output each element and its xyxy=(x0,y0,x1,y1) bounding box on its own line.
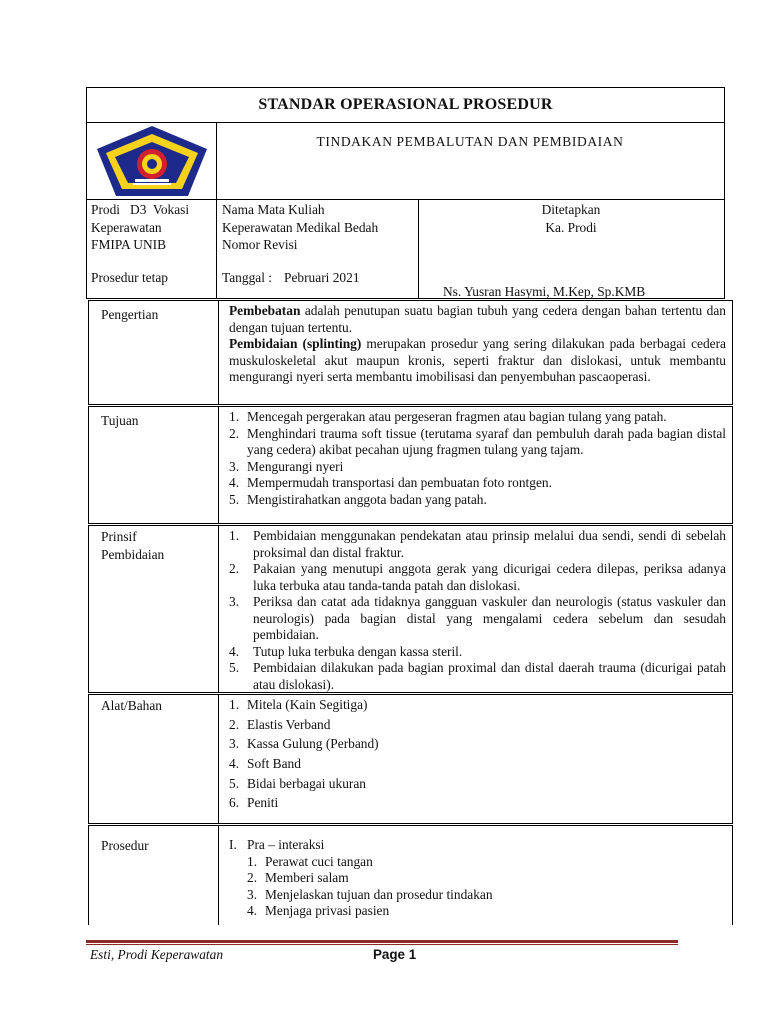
list-text: Mengistirahatkan anggota badan yang patah. xyxy=(247,491,487,507)
pembidaian-term: Pembidaian (splinting) xyxy=(229,336,362,351)
list-text: Menjelaskan tujuan dan prosedur tindakan xyxy=(265,886,493,902)
list-number: 3. xyxy=(229,458,240,474)
university-logo-icon xyxy=(93,124,211,198)
mata-kuliah-line: Keperawatan Medikal Bedah xyxy=(222,219,379,235)
list-item xyxy=(229,594,726,644)
row-label: Pengertian xyxy=(101,307,159,322)
list-item xyxy=(247,870,726,887)
mata-kuliah-line: Nomor Revisi xyxy=(222,237,298,252)
section-title: Pra – interaksi xyxy=(247,837,325,852)
list-text: Elastis Verband xyxy=(247,716,331,732)
header-divider xyxy=(87,199,724,200)
prosedur-tetap-label: Prosedur tetap xyxy=(91,270,168,285)
row-label: Alat/Bahan xyxy=(101,698,162,713)
row-col-divider xyxy=(218,300,219,405)
prodi-line: FMIPA UNIB xyxy=(91,237,167,252)
list-item xyxy=(229,475,726,492)
list-number: 2. xyxy=(229,716,240,732)
sop-header-table xyxy=(86,87,725,299)
prinsip-list xyxy=(229,528,726,693)
page-number: Page 1 xyxy=(373,947,417,962)
list-item xyxy=(229,776,726,793)
list-item xyxy=(229,717,726,734)
tanggal-field xyxy=(222,269,360,287)
row-label: Tujuan xyxy=(101,413,139,428)
list-item xyxy=(229,736,726,753)
signatory-name: Ns. Yusran Hasymi, M.Kep, Sp.KMB xyxy=(443,284,646,299)
list-number: 1. xyxy=(229,409,240,424)
list-text: Tutup luka terbuka dengan kassa steril. xyxy=(253,643,463,659)
list-item xyxy=(229,697,726,714)
row-col-divider xyxy=(218,406,219,524)
list-text: Peniti xyxy=(247,795,279,811)
list-number: 1. xyxy=(229,528,240,543)
ka-prodi-label: Ka. Prodi xyxy=(545,220,597,235)
list-item xyxy=(229,644,726,661)
list-item xyxy=(247,903,726,920)
list-text: Perawat cuci tangan xyxy=(265,853,373,869)
sop-body-table xyxy=(88,298,733,928)
list-number: 2. xyxy=(247,870,258,885)
pembebatan-definition: adalah penutupan suatu bagian tubuh yang cedera dengan bahan tertentu dan dengan tujuan tertentu. xyxy=(229,303,726,335)
list-number: 1. xyxy=(247,853,258,869)
list-number: 3. xyxy=(247,886,258,902)
prosedur-steps xyxy=(229,854,726,920)
pembidaian-definition: merupakan prosedur yang sering dilakukan pada berbagai cedera muskuloskeletal akut maupun kronis, seperti fraktur dan dislokasi, untuk membantu mengurangi nyeri serta membantu imobilisasi dan penyembuhan pascaoperasi. xyxy=(229,336,727,384)
list-text: Bidai berbagai ukuran xyxy=(247,775,366,791)
row-label-line: Prinsif xyxy=(101,529,137,544)
list-text: Memberi salam xyxy=(265,870,349,885)
list-item xyxy=(229,459,726,476)
list-text: Mencegah pergerakan atau pergeseran fragmen atau bagian tulang yang patah. xyxy=(247,409,667,424)
alat-list xyxy=(229,697,726,815)
list-text: Mitela (Kain Segitiga) xyxy=(247,697,368,712)
row-col-divider xyxy=(218,694,219,824)
list-text: Soft Band xyxy=(247,756,301,772)
list-number: 4. xyxy=(229,643,240,659)
row-prosedur xyxy=(88,825,733,925)
row-label: Prosedur xyxy=(101,838,149,853)
section-heading xyxy=(229,837,726,854)
list-text: Pembidaian dilakukan pada bagian proximal dan distal daerah trauma (dicurigai patah atau dislokasi). xyxy=(253,660,726,692)
list-item xyxy=(247,854,726,871)
list-item xyxy=(229,561,726,594)
list-item xyxy=(229,660,726,693)
list-number: 4. xyxy=(247,903,258,918)
list-number: 2. xyxy=(229,425,240,441)
list-item xyxy=(229,756,726,773)
list-text: Menjaga privasi pasien xyxy=(265,903,390,918)
list-number: 3. xyxy=(229,594,240,609)
mata-kuliah-cell xyxy=(222,201,412,254)
footer-rule xyxy=(86,940,678,943)
list-number: 3. xyxy=(229,736,240,752)
row-alat-bahan xyxy=(88,694,733,824)
row-tujuan xyxy=(88,406,733,524)
list-number: 6. xyxy=(229,795,240,811)
list-item xyxy=(229,795,726,812)
prodi-line: Keperawatan xyxy=(91,219,162,235)
row-col-divider xyxy=(218,825,219,925)
row-col-divider xyxy=(218,525,219,693)
pembebatan-term: Pembebatan xyxy=(229,303,301,318)
footer-author: Esti, Prodi Keperawatan xyxy=(90,947,224,962)
row-prinsip xyxy=(88,525,733,693)
footer-rule xyxy=(86,944,678,945)
list-text: Pembidaian menggunakan pendekatan atau prinsip melalui dua sendi, sendi di sebelah proksimal dan distal fraktur. xyxy=(253,528,726,560)
section-number: I. xyxy=(229,837,237,852)
list-text: Kassa Gulung (Perband) xyxy=(247,736,379,752)
list-number: 5. xyxy=(229,660,240,675)
list-text: Mengurangi nyeri xyxy=(247,458,344,474)
list-number: 5. xyxy=(229,491,240,507)
row-label xyxy=(101,528,164,563)
row-label-line: Pembidaian xyxy=(101,546,165,562)
mata-kuliah-line: Nama Mata Kuliah xyxy=(222,202,325,217)
tanggal-value: Pebruari 2021 xyxy=(284,270,360,285)
list-number: 2. xyxy=(229,561,240,576)
list-item xyxy=(229,426,726,459)
list-number: 4. xyxy=(229,756,240,772)
tujuan-list xyxy=(229,409,726,508)
document-title: STANDAR OPERASIONAL PROSEDUR xyxy=(258,96,553,113)
pengertian-content xyxy=(229,303,726,386)
prodi-line: Prodi D3 Vokasi xyxy=(91,202,190,217)
list-item xyxy=(247,887,726,904)
list-text: Mempermudah transportasi dan pembuatan foto rontgen. xyxy=(247,475,552,490)
document-subtitle: TINDAKAN PEMBALUTAN DAN PEMBIDAIAN xyxy=(316,134,624,149)
prosedur-content xyxy=(229,837,726,920)
list-text: Menghindari trauma soft tissue (terutama syaraf dan pembuluh darah pada bagian distal yang cedera) akibat pecahan ujung fragmen tulang yang tajam. xyxy=(247,425,726,457)
ditetapkan-label: Ditetapkan xyxy=(541,202,601,217)
header-divider xyxy=(87,122,724,123)
list-number: 1. xyxy=(229,697,240,712)
list-item xyxy=(229,528,726,561)
list-item xyxy=(229,492,726,509)
list-number: 5. xyxy=(229,775,240,791)
list-number: 4. xyxy=(229,475,240,490)
list-item xyxy=(229,409,726,426)
row-pengertian xyxy=(88,300,733,405)
prodi-cell xyxy=(91,201,213,254)
list-text: Periksa dan catat ada tidaknya gangguan vaskuler dan neurologis (status vaskuler dan neurologis) pada bagian distal yang mengalami cedera sebelum dan sesudah pembidaian. xyxy=(253,594,726,642)
tanggal-label: Tanggal : xyxy=(222,270,273,285)
list-text: Pakaian yang menutupi anggota gerak yang dicurigai cedera dilepas, periksa adanya luka terbuka atau tanda-tanda patah dan dislokasi. xyxy=(253,561,726,593)
